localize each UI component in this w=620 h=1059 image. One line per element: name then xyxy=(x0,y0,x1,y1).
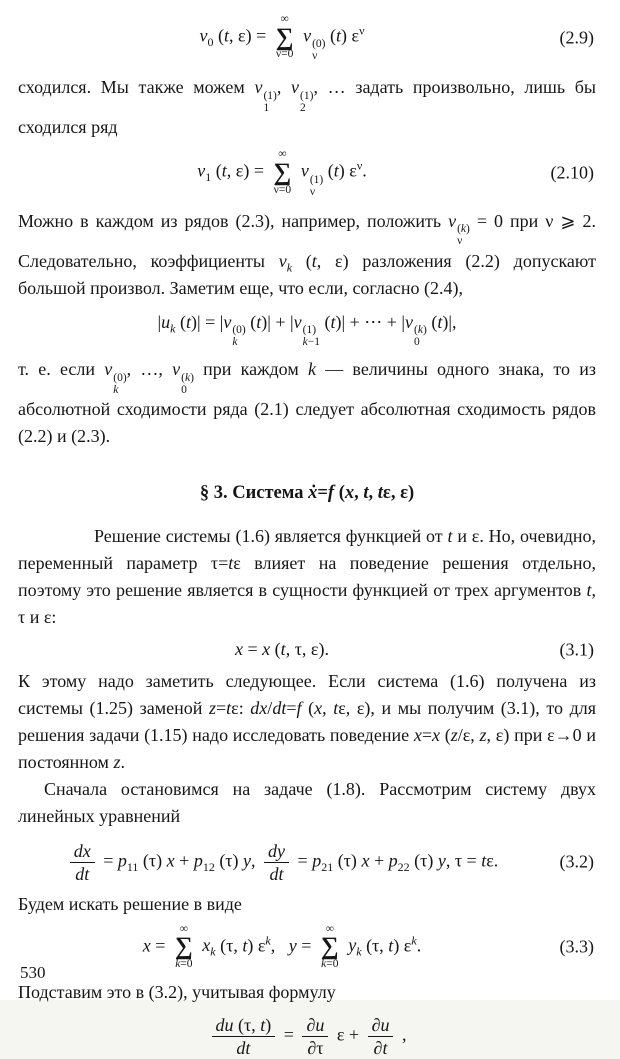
display-formula-uk xyxy=(18,312,596,349)
formula-2-10-body: $v_1$ (t, ε) = ∞ ∑ ν=0 v (1) ν (t) $\varepsilon^\nu$. xyxy=(197,148,367,198)
equation-number-2-10: (2.10) xyxy=(550,163,594,184)
display-formula-3-3 xyxy=(18,924,596,971)
paragraph-seek-solution: Будем искать решение в виде xyxy=(18,893,242,914)
display-formula-3-2 xyxy=(18,840,596,885)
display-formula-2-10 xyxy=(18,149,596,197)
formula-2-9-body: $v_0$ (t, ε) = ∞ ∑ ν=0 v (0) ν (t) $\varepsilon^\nu$ xyxy=(199,13,365,63)
paragraph-two-linear-equations: Сначала остановимся на задаче (1.8). Рассмотрим систему двух линейных уравнений xyxy=(18,778,596,826)
formula-uk-body: $|u_k$ (t)| = |v (0) k (t)| + |v (1) k−1 (t)| + ⋯ + |v (k) 0 (t)|, xyxy=(157,311,457,349)
formula-3-3-body: x = ∞ ∑ k=0 $x_k$ (τ, t) $\varepsilon^k$, y = ∞ ∑ k=0 $y_k$ (τ, t) $\varepsilon^k$. xyxy=(142,922,422,971)
page-number: 530 xyxy=(20,963,46,982)
equation-number-3-1: (3.1) xyxy=(559,639,594,660)
paragraph-remark-substitution: К этому надо заметить следующее. Если система (1.6) получена из системы (1.25) заменой z=tε: dx/dt=f (x, tε, ε), и мы получим (3.1), то для решения задачи (1.15) надо исследовать поведение x=x (z/ε, z, ε) при ε→0 и постоянном z. xyxy=(18,670,597,772)
display-formula-du xyxy=(18,1014,596,1059)
equation-number-3-3: (3.3) xyxy=(559,936,594,957)
paragraph-absolute-convergence: т. е. если v (0) k , …, v (k) 0 при каждом k — величины одного знака, то из абсолютной сходимости ряда (2.1) следует абсолютная сходимость рядов (2.2) и (2.3). xyxy=(18,359,597,447)
formula-3-2-body: $\frac{dx}{dt}$ = $p_{11}$ (τ) $x + p_{12}$ (τ) y, $\frac{dy}{dt}$ = $p_{21}$ (τ) $x + p_{22}$ (τ) y, τ = tε. xyxy=(66,840,499,885)
display-formula-3-1 xyxy=(18,639,596,660)
equation-number-2-9: (2.9) xyxy=(559,27,594,48)
formula-du-body: $\frac{du (\tau, t)}{dt}$ = $\frac{\partial u}{\partial\tau}$ ε + $\frac{\partial u}{\partial t}$ , xyxy=(208,1014,407,1059)
display-formula-2-9 xyxy=(18,14,596,62)
equation-number-3-2: (3.2) xyxy=(559,852,594,873)
paragraph-coefficients: Можно в каждом из рядов (2.3), например, положить v (k) ν = 0 при ν ⩾ 2. Следовательно, коэффициенты $v_k$ (t, ε) разложения (2.2) допускают большой произвол. Заметим еще, что если, согласно (2.4), xyxy=(18,210,596,298)
paragraph-solution-function: Решение системы (1.6) является функцией от t и ε. Но, очевидно, переменный параметр τ=tε влияет на поведение решения отдельно, поэтому это решение является в сущности функцией от трех аргументов t, τ и ε: xyxy=(18,526,596,628)
paragraph-substitute: Подставим это в (3.2), учитывая формулу xyxy=(18,981,336,1002)
section-heading-3: § 3. Система ẋ=f (x, t, tε, ε) xyxy=(199,483,415,504)
formula-3-1-body: x = x (t, τ, ε). xyxy=(235,639,329,660)
paragraph-series-arbitrary: сходился. Мы также можем v (1) 1 , v (1) 2 , … задать произвольно, лишь бы сходился ряд xyxy=(18,77,596,138)
